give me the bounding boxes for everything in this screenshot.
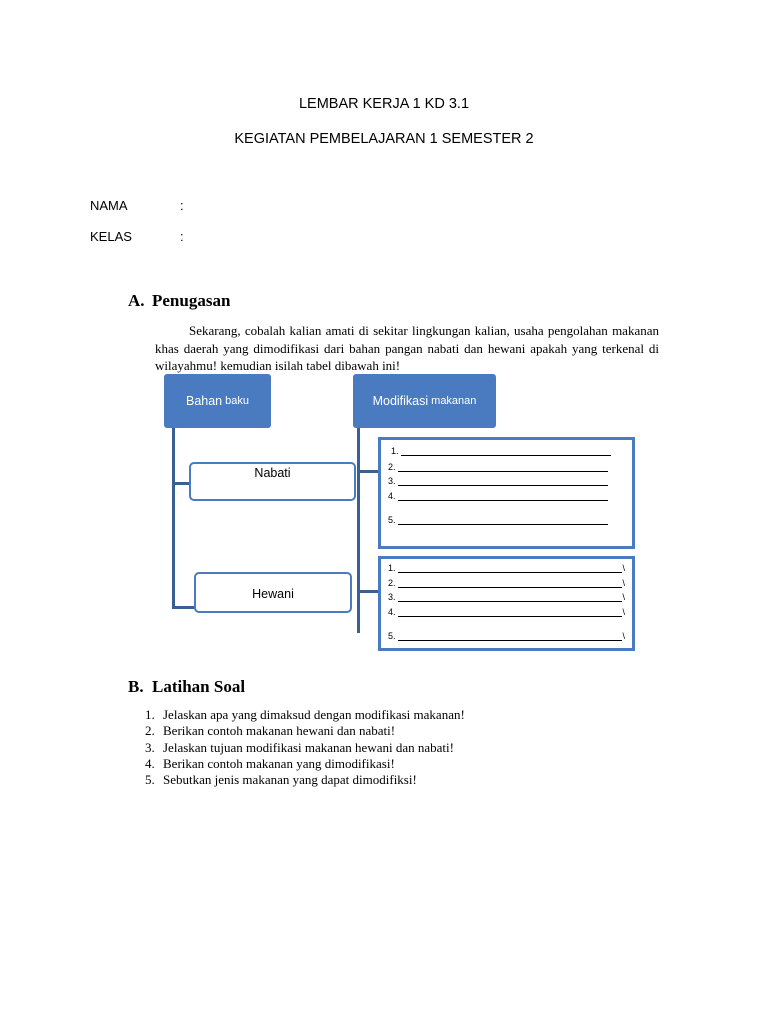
hewani-answer-line-3[interactable]: 3. \: [388, 592, 626, 602]
hewani-box: [194, 572, 352, 613]
raw-material-header-box: [164, 374, 271, 428]
hewani-label: Hewani: [252, 587, 294, 601]
hewani-answer-line-2[interactable]: 2. \: [388, 578, 626, 588]
question-list: [145, 707, 465, 788]
nabati-box: [189, 462, 356, 501]
panel2-connector: [357, 590, 379, 593]
nabati-answer-line-3[interactable]: 3.: [388, 476, 608, 486]
class-field-colon: :: [180, 229, 184, 244]
raw-material-header-main: Bahan: [185, 394, 223, 408]
modification-header-main: Modifikasi: [372, 394, 429, 408]
panel1-connector: [357, 470, 379, 473]
worksheet-title: LEMBAR KERJA 1 KD 3.1: [298, 96, 470, 112]
raw-material-header-small: baku: [225, 395, 249, 407]
name-field-colon: :: [180, 198, 184, 213]
list-item: 5. Sebutkan jenis makanan yang dapat dimodifiksi!: [145, 772, 417, 788]
list-item: 4. Berikan contoh makanan yang dimodifikasi!: [145, 755, 395, 771]
list-item: 1. Jelaskan apa yang dimaksud dengan modifikasi makanan!: [145, 707, 465, 722]
section-a-title: Penugasan: [152, 291, 231, 310]
hewani-answer-line-1[interactable]: 1. \: [388, 563, 626, 573]
right-connector-line: [357, 427, 360, 633]
list-item: 3. Jelaskan tujuan modifikasi makanan hewani dan nabati!: [145, 739, 454, 755]
nabati-label: Nabati: [254, 466, 291, 480]
modification-header-small: makanan: [431, 395, 477, 407]
section-b-number: B.: [128, 677, 144, 696]
hewani-answer-line-5[interactable]: 5. \: [388, 631, 626, 641]
section-a-number: A.: [128, 291, 145, 310]
worksheet-subtitle: KEGIATAN PEMBELAJARAN 1 SEMESTER 2: [234, 131, 534, 147]
task-instructions-text: Sekarang, cobalah kalian amati di sekitar lingkungan kalian, usaha pengolahan makanan khas daerah yang dimodifikasi dari bahan pangan nabati dan hewani apakah yang terkenal di wilayahmu! kemudian isilah tabel dibawah ini!: [155, 323, 659, 373]
nabati-answer-line-2[interactable]: 2.: [388, 462, 608, 472]
list-item: 2. Berikan contoh makanan hewani dan nabati!: [145, 723, 396, 739]
nabati-answer-line-4[interactable]: 4.: [388, 491, 608, 501]
nabati-answer-line-1[interactable]: 1.: [391, 446, 611, 456]
modification-header-box: [353, 374, 496, 428]
section-b-heading: [128, 677, 245, 697]
class-field-label: KELAS: [90, 229, 132, 244]
name-field-label: NAMA: [90, 198, 128, 213]
left-connector-line: [172, 427, 175, 609]
hewani-answer-line-4[interactable]: 4. \: [388, 607, 626, 617]
section-b-title: Latihan Soal: [152, 677, 246, 696]
nabati-answer-line-5[interactable]: 5.: [388, 515, 608, 525]
